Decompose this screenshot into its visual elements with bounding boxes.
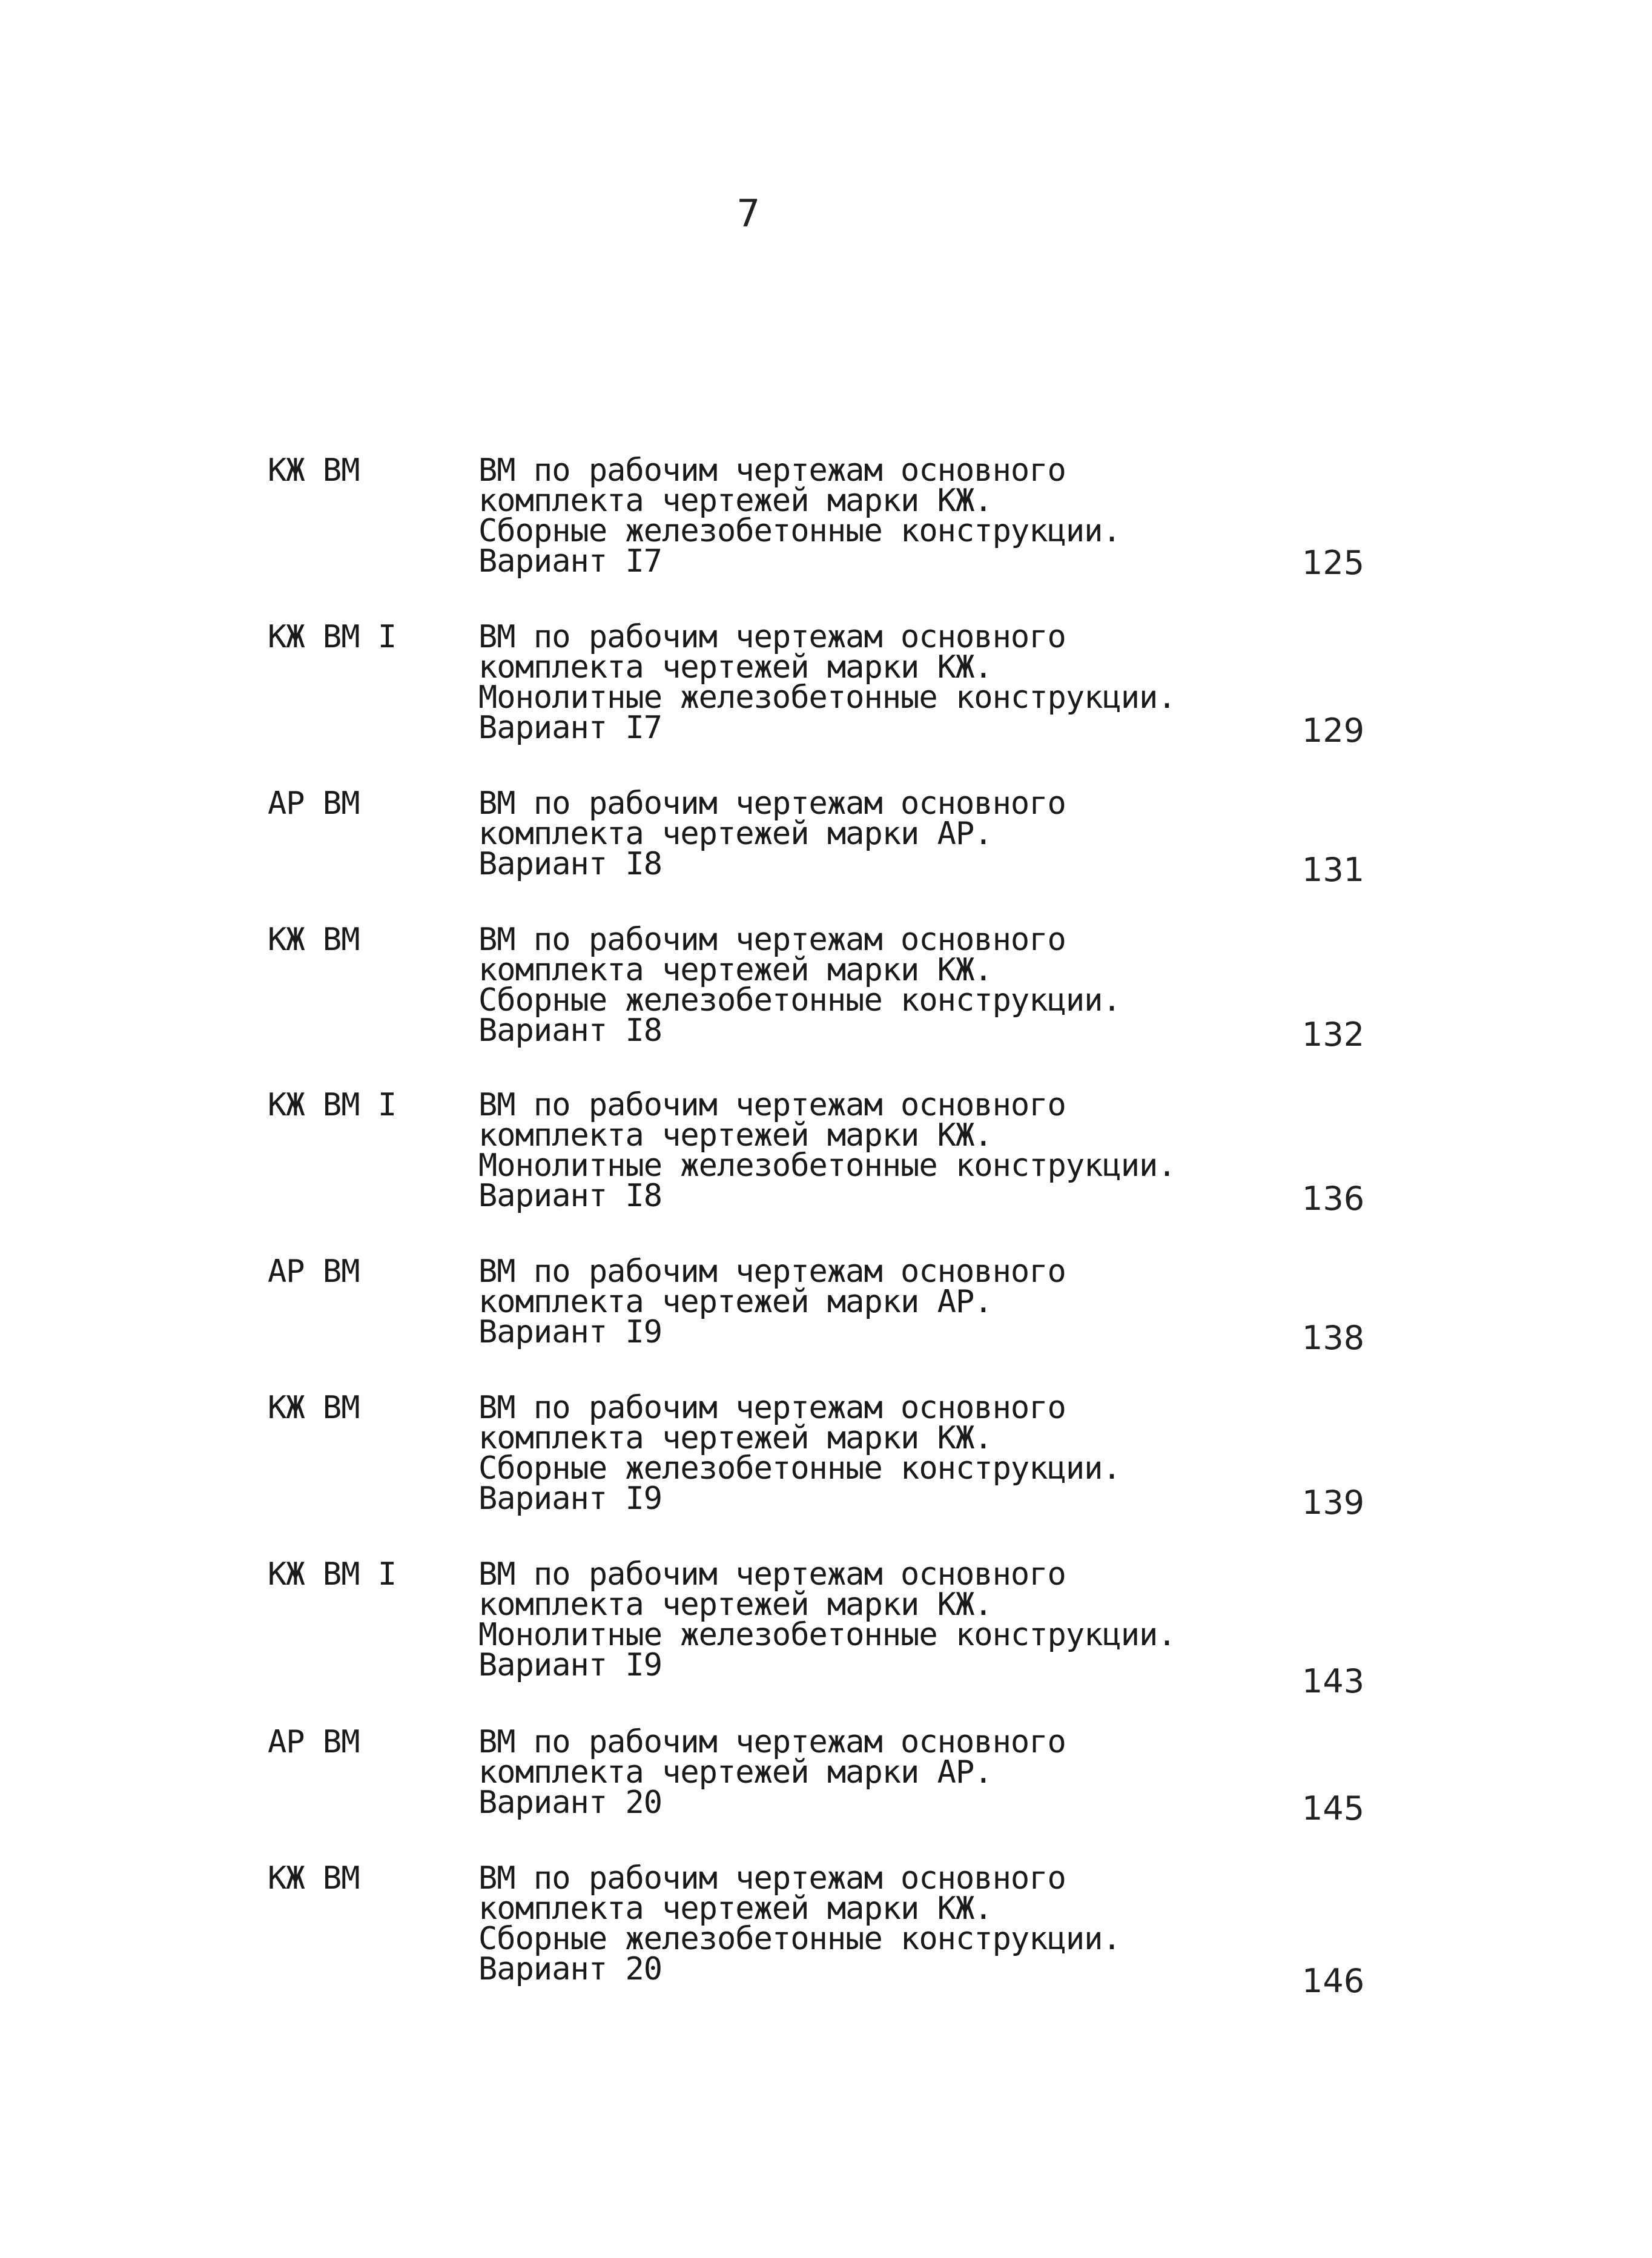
description-line: комплекта чертежей марки КЖ. <box>478 1890 993 1927</box>
entry-page-ref: 138 <box>1302 1319 1365 1357</box>
description-line: ВМ по рабочим чертежам основного <box>478 619 1066 655</box>
entry-code: АР ВМ <box>268 1724 360 1760</box>
description-line: комплекта чертежей марки КЖ. <box>478 952 993 988</box>
description-line: Вариант 20 <box>478 1784 662 1821</box>
description-line: Вариант I9 <box>478 1481 662 1517</box>
entry-code: КЖ ВМ <box>268 1390 360 1426</box>
page-number: 7 <box>736 191 761 236</box>
description-line: ВМ по рабочим чертежам основного <box>478 1253 1066 1290</box>
entry-description <box>478 452 1121 579</box>
description-line: Вариант I8 <box>478 846 662 882</box>
entry-page-ref: 145 <box>1302 1789 1365 1827</box>
description-line: Монолитные железобетонные конструкции. <box>478 1147 1176 1184</box>
entry-description <box>478 1724 1066 1821</box>
description-line: комплекта чертежей марки АР. <box>478 816 993 852</box>
description-line: ВМ по рабочим чертежам основного <box>478 785 1066 822</box>
entry-code: КЖ ВМ I <box>268 619 397 655</box>
entry-description <box>478 1253 1066 1350</box>
description-line: комплекта чертежей марки АР. <box>478 1284 993 1320</box>
entry-code: АР ВМ <box>268 1253 360 1290</box>
entry-code: КЖ ВМ <box>268 922 360 958</box>
description-line: Вариант I9 <box>478 1314 662 1350</box>
description-line: Сборные железобетонные конструкции. <box>478 1450 1121 1487</box>
description-line: Сборные железобетонные конструкции. <box>478 982 1121 1018</box>
entry-description <box>478 1860 1121 1987</box>
entry-code: КЖ ВМ I <box>268 1087 397 1123</box>
description-line: Сборные железобетонные конструкции. <box>478 513 1121 549</box>
entry-page-ref: 129 <box>1302 711 1365 750</box>
description-line: комплекта чертежей марки КЖ. <box>478 1117 993 1154</box>
entry-page-ref: 143 <box>1302 1662 1365 1700</box>
description-line: Вариант I7 <box>478 710 662 746</box>
description-line: ВМ по рабочим чертежам основного <box>478 1390 1066 1426</box>
entry-page-ref: 131 <box>1302 851 1365 889</box>
description-line: ВМ по рабочим чертежам основного <box>478 1860 1066 1897</box>
description-line: Вариант I8 <box>478 1012 662 1049</box>
description-line: ВМ по рабочим чертежам основного <box>478 922 1066 958</box>
entry-code: КЖ ВМ I <box>268 1556 397 1593</box>
description-line: ВМ по рабочим чертежам основного <box>478 1724 1066 1760</box>
description-line: комплекта чертежей марки КЖ. <box>478 483 993 519</box>
entry-description <box>478 1390 1121 1517</box>
entry-description <box>478 1087 1176 1214</box>
entry-description <box>478 619 1176 746</box>
entry-description <box>478 785 1066 882</box>
entry-code: КЖ ВМ <box>268 1860 360 1897</box>
description-line: Монолитные железобетонные конструкции. <box>478 1617 1176 1653</box>
description-line: Вариант I7 <box>478 543 662 579</box>
description-line: ВМ по рабочим чертежам основного <box>478 452 1066 489</box>
entry-page-ref: 146 <box>1302 1962 1365 2000</box>
entry-page-ref: 125 <box>1302 544 1365 582</box>
description-line: ВМ по рабочим чертежам основного <box>478 1087 1066 1123</box>
entry-description <box>478 922 1121 1049</box>
entry-page-ref: 139 <box>1302 1484 1365 1522</box>
entry-description <box>478 1556 1176 1683</box>
entry-code: АР ВМ <box>268 785 360 822</box>
description-line: комплекта чертежей марки АР. <box>478 1754 993 1791</box>
entry-page-ref: 132 <box>1302 1015 1365 1054</box>
description-line: Вариант I9 <box>478 1647 662 1683</box>
description-line: Монолитные железобетонные конструкции. <box>478 679 1176 716</box>
description-line: Сборные железобетонные конструкции. <box>478 1921 1121 1957</box>
description-line: комплекта чертежей марки КЖ. <box>478 649 993 685</box>
description-line: комплекта чертежей марки КЖ. <box>478 1420 993 1456</box>
entry-code: КЖ ВМ <box>268 452 360 489</box>
description-line: комплекта чертежей марки КЖ. <box>478 1586 993 1623</box>
description-line: Вариант I8 <box>478 1178 662 1214</box>
entry-page-ref: 136 <box>1302 1180 1365 1218</box>
description-line: Вариант 20 <box>478 1951 662 1987</box>
description-line: ВМ по рабочим чертежам основного <box>478 1556 1066 1593</box>
